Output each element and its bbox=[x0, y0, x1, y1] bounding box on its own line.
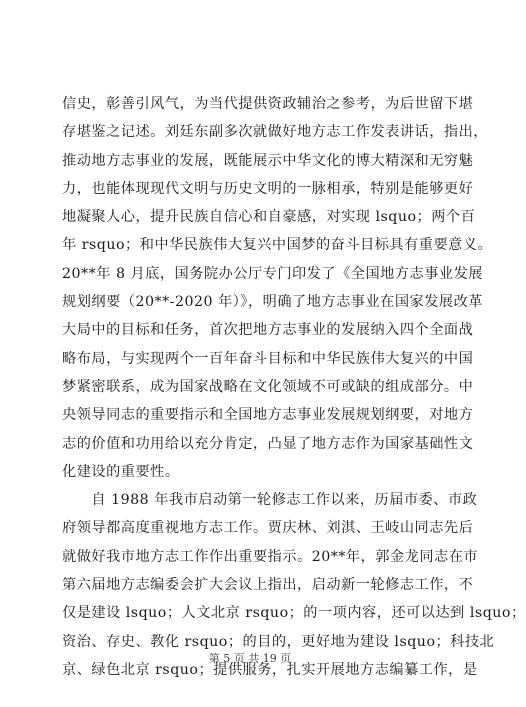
text-line: 规划纲要（20**-2020 年）》，明确了地方志事业在国家发展改革 bbox=[62, 294, 483, 311]
text-line: 志的价值和功用给以充分肯定，凸显了地方志作为国家基础性文 bbox=[62, 435, 474, 452]
text-line: 梦紧密联系，成为国家战略在文化领域不可或缺的组成部分。中 bbox=[62, 378, 474, 395]
text-line: 信史，彰善引风气，为当代提供资政辅治之参考，为后世留下堪 bbox=[62, 96, 474, 112]
text-line: 20**年 8 月底，国务院办公厅专门印发了《全国地方志事业发展 bbox=[62, 265, 483, 282]
text-line: 地凝聚人心，提升民族自信心和自豪感，对实现 lsquo；两个百 bbox=[62, 209, 476, 226]
page-number-footer: 第 5 页 共 19 页 bbox=[208, 652, 292, 665]
text-line: 略布局，与实现两个一百年奋斗目标和中华民族伟大复兴的中国 bbox=[62, 350, 474, 367]
body-text bbox=[62, 90, 526, 684]
text-line: 央领导同志的重要指示和全国地方志事业发展规划纲要，对地方 bbox=[62, 407, 474, 424]
text-line: 第六届地方志编委会扩大会议上指出，启动新一轮修志工作，不 bbox=[62, 577, 474, 594]
text-line: 京、绿色北京 rsquo；提供服务，扎实开展地方志编纂工作，是 bbox=[62, 661, 478, 678]
text-line: 化建设的重要性。 bbox=[62, 463, 180, 480]
text-line: 年 rsquo；和中华民族伟大复兴中国梦的奋斗目标具有重要意义。 bbox=[62, 237, 493, 254]
text-line: 力，也能体现现代文明与历史文明的一脉相承，特别是能够更好 bbox=[62, 180, 474, 197]
text-line: 就做好我市地方志工作作出重要指示。20**年，郭金龙同志在市 bbox=[62, 548, 479, 565]
text-line: 自 1988 年我市启动第一轮修志工作以来，历届市委、市政 bbox=[62, 492, 478, 509]
text-line: 大局中的目标和任务，首次把地方志事业的发展纳入四个全面战 bbox=[62, 322, 474, 339]
text-line: 府领导都高度重视地方志工作。贾庆林、刘淇、王岐山同志先后 bbox=[62, 520, 474, 537]
text-line: 资治、存史、教化 rsquo；的目的，更好地为建设 lsquo；科技北 bbox=[62, 633, 495, 650]
text-line: 仅是建设 lsquo；人文北京 rsquo；的一项内容，还可以达到 lsquo； bbox=[62, 605, 526, 622]
text-line: 存堪鉴之记述。刘廷东副多次就做好地方志工作发表讲话，指出， bbox=[62, 124, 488, 141]
text-line: 推动地方志事业的发展，既能展示中华文化的博大精深和无穷魅 bbox=[62, 152, 474, 169]
